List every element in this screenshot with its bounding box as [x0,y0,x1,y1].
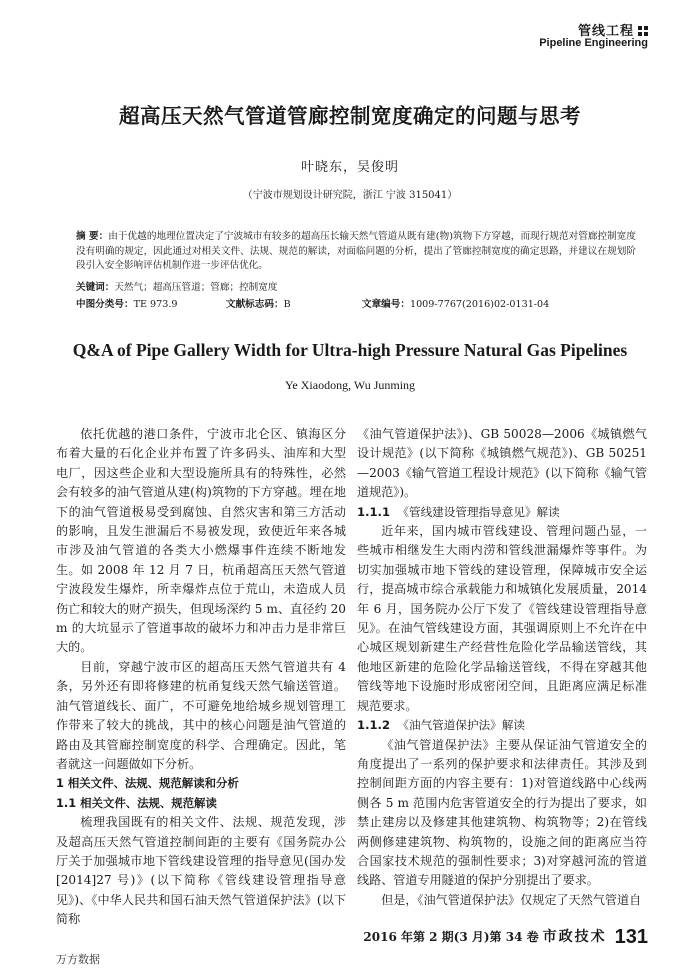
keywords-text: 天然气；超高压管道；管廊；控制宽度 [114,282,278,293]
article-no-value: 1009-7767(2016)02-0131-04 [409,299,550,310]
abstract [76,230,636,274]
classification-line [76,298,636,313]
body-column-left [56,425,346,930]
journal-name-footer: 市政技术 [542,929,607,945]
page-footer [363,926,648,949]
paragraph: 目前，穿越宁波市区的超高压天然气管道共有 4 条，另外还有即将修建的杭甬复线天然气输送管道。油气管道线长、面广，不可避免地给城乡规划管理工作带来了较大的挑战，其中的核心问题是油气管道的路由及其管廊控制宽度的科学、合理确定。因此，笔者就这一问题做如下分析。 [56,659,346,771]
body-column-right [357,425,647,910]
page-number: 131 [614,926,648,948]
affiliation-cn: （宁波市规划设计研究院，浙江 宁波 315041） [242,190,458,201]
doc-code-value: B [283,299,291,310]
paragraph: 《油气管道保护法》主要从保证油气管道安全的角度提出了一系列的保护要求和法律责任。其涉及到控制间距方面的内容主要有：1)对管道线路中心线两侧各 5 m 范围内危害管道安全的行为提出了要求，如禁止建房以及修建其他建筑物、构筑物等；2)在管线两侧修建建筑物、构筑物的，设施之间的距离应当符合国家技术规范的强制性要求；3)对穿越河流的管道线路、管道专用隧道的保护分别提出了要求。 [357,737,647,888]
doc-code-label: 文献标志码： [226,299,284,310]
paragraph: 近年来，国内城市管线建设、管理问题凸显，一些城市相继发生大雨内涝和管线泄漏爆炸等事件。为切实加强城市地下管线的建设管理，保障城市安全运行，提高城市综合承载能力和城镇化发展质量，2014 年 6 月，国务院办公厅下发了《管线建设管理指导意见》。在油气管线建设方面，其强调原则上不允许在中心城区规划新建生产经营性危险化学品输送管线，其他地区新建的危险化学品输送管线，不得在穿越其他管线等地下设施时形成密闭空间，且距离应满足标准规范要求。 [357,524,647,713]
journal-name-en: Pipeline Engineering [539,37,648,49]
abstract-label: 摘 要： [76,231,109,242]
section-blocks-icon [638,26,648,36]
authors-en: Ye Xiaodong, Wu Junming [284,378,416,392]
heading-number: 1.1.1 [357,504,391,519]
keywords [76,281,636,296]
heading-text: 《管线建设管理指导意见》解读 [397,504,560,519]
paragraph: 依托优越的港口条件，宁波市北仑区、镇海区分布着大量的石化企业并布置了许多码头、油库和大型电厂，因这些企业和大型设施所具有的特殊性，必然会有较多的油气管道从建(构)筑物的下方穿越。埋在地下的油气管道极易受到腐蚀、自然灾害和第三方活动的影响，且发生泄漏后不易被发现，致使近年来各城市涉及油气管道的各类大小燃爆事件连续不断地发生。如 2008 年 12 月 7 日，杭甬超高压天然气管道宁波段发生爆炸，所幸爆炸点位于荒山，未造成人员伤亡和较大的财产损失，但现场深约 5 m、直径约 20 m 的大坑显示了管道事故的破坏力和冲击力是非常巨大的。 [56,427,346,655]
journal-name-cn: 管线工程 [577,24,634,39]
subsubsection-heading [357,503,647,522]
article-title-cn: 超高压天然气管道管廊控制宽度确定的问题与思考 [119,104,581,128]
database-watermark: 万方数据 [56,953,100,966]
section-heading: 1 相关文件、法规、规范解读和分析 [56,776,239,791]
abstract-text: 由于优越的地理位置决定了宁波城市有较多的超高压长输天然气管道从既有建(物)筑物下方穿越，而现行规范对管廊控制宽度没有明确的规定，因此通过对相关文件、法规、规范的解读，对面临问题的分析，提出了管廊控制宽度的确定思路，并建议在规划阶段引入安全影响评估机制作进一步评估优化。 [76,231,636,271]
clc-value: TE 973.9 [133,299,178,310]
clc-label: 中图分类号： [76,299,134,310]
issue-info: 2016 年第 2 期(3 月)第 34 卷 [363,930,539,944]
article-no-label: 文章编号： [362,299,410,310]
article-title-en: Q&A of Pipe Gallery Width for Ultra-high Pressure Natural Gas Pipelines [72,340,628,360]
subsection-heading: 1.1 相关文件、法规、规范解读 [56,795,217,810]
paragraph: 梳理我国既有的相关文件、法规、规范发现，涉及超高压天然气管道控制间距的主要有《国务院办公厅关于加强城市地下管线建设管理的指导意见(国办发[2014]27 号)》(以下简称《管线建设管理指导意见》)、《中华人民共和国石油天然气管道保护法》(以下简称 [56,815,346,927]
authors-cn: 叶晓东，吴俊明 [300,160,399,175]
paragraph: 《油气管道保护法》)、GB 50028—2006《城镇燃气设计规范》(以下简称《城镇燃气规范》)、GB 50251—2003《输气管道工程设计规范》(以下简称《输气管道规范》)。 [357,427,647,500]
keywords-label: 关键词： [76,282,115,293]
subsubsection-heading [357,716,647,735]
heading-number: 1.1.2 [357,718,391,733]
heading-text: 《油气管道保护法》解读 [397,718,525,733]
paragraph: 但是，《油气管道保护法》仅规定了天然气管道自 [381,892,642,907]
